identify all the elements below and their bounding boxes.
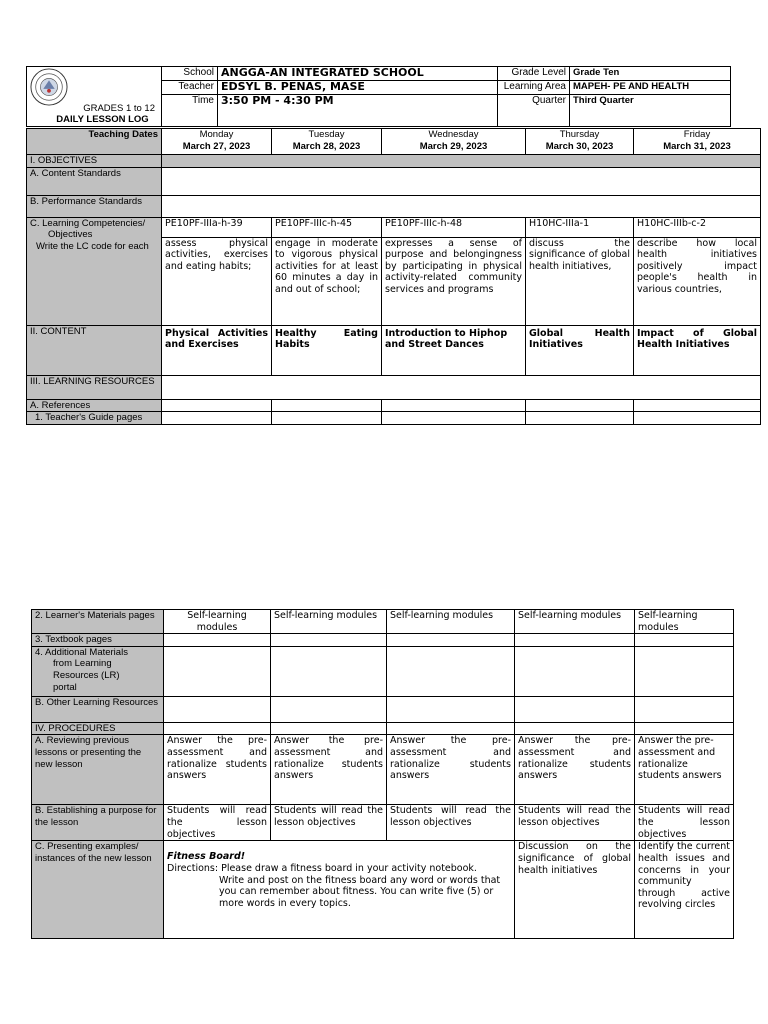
fitness-title: Fitness Board! <box>167 851 246 863</box>
quarter-label: Quarter <box>498 95 570 127</box>
content-standards-label: A. Content Standards <box>27 167 162 195</box>
objectives-label: I. OBJECTIVES <box>27 155 162 168</box>
content-tue: Healthy Eating Habits <box>272 325 382 375</box>
lm-pages-wed: Self-learning modules <box>387 610 515 634</box>
content-wed: Introduction to Hiphop and Street Dances <box>382 325 526 375</box>
learning-resources-label: III. LEARNING RESOURCES <box>27 375 162 399</box>
examples-label: C. Presenting examples/ instances of the new lesson <box>32 841 164 939</box>
lc-text-tue: engage in moderate to vigorous physical activities for at least 60 minutes a day in and out of school; <box>272 237 382 325</box>
lm-pages-label: 2. Learner's Materials pages <box>32 610 164 634</box>
learning-resources-value <box>162 375 761 399</box>
purpose-mon: Students will read the lesson objectives <box>164 805 271 841</box>
lm-pages-fri: Self-learning modules <box>635 610 734 634</box>
purpose-fri: Students will read the lesson objectives <box>635 805 734 841</box>
content-thu: Global Health Initiatives <box>526 325 634 375</box>
lm-pages-mon: Self-learning modules <box>164 610 271 634</box>
textbook-label: 3. Textbook pages <box>32 634 164 647</box>
other-resources-label: B. Other Learning Resources <box>32 696 164 722</box>
school-label: School <box>162 67 218 81</box>
lm-pages-thu: Self-learning modules <box>515 610 635 634</box>
content-fri: Impact of Global Health Initiatives <box>634 325 761 375</box>
lc-code-fri: H10HC-IIIb-c-2 <box>634 217 761 237</box>
lm-pages-tue: Self-learning modules <box>271 610 387 634</box>
content-standards-value <box>162 167 761 195</box>
grades-label: GRADES 1 to 12 <box>83 102 155 114</box>
lc-code-wed: PE10PF-IIIc-h-48 <box>382 217 526 237</box>
references-label: A. References <box>27 399 162 412</box>
reviewing-label: A. Reviewing previous lessons or presenting the new lesson <box>32 735 164 805</box>
objectives-band <box>162 155 761 168</box>
fitness-directions-2: Write and post on the fitness board any word or words that you can remember about fitness. You can write five (5) or more words in every topics. <box>219 874 501 909</box>
time-label: Time <box>162 95 218 127</box>
day-thursday: Thursday March 30, 2023 <box>526 129 634 155</box>
learning-area-value: MAPEH- PE AND HEALTH <box>570 81 731 95</box>
learning-area-label: Learning Area <box>498 81 570 95</box>
additional-materials-label: 4. Additional Materials from Learning Resources (LR) portal <box>32 646 164 696</box>
grade-level-label: Grade Level <box>498 67 570 81</box>
quarter-value: Third Quarter <box>570 95 731 127</box>
reviewing-tue: Answer the pre-assessment and rationalize students answers <box>271 735 387 805</box>
reviewing-thu: Answer the pre-assessment and rationalize students answers <box>515 735 635 805</box>
content-mon: Physical Activities and Exercises <box>162 325 272 375</box>
reviewing-mon: Answer the pre-assessment and rationalize students answers <box>164 735 271 805</box>
grade-level-value: Grade Ten <box>570 67 731 81</box>
teacher-value: EDSYL B. PENAS, MASE <box>218 81 498 95</box>
lc-code-thu: H10HC-IIIa-1 <box>526 217 634 237</box>
purpose-label: B. Establishing a purpose for the lesson <box>32 805 164 841</box>
day-monday: Monday March 27, 2023 <box>162 129 272 155</box>
procedures-label: IV. PROCEDURES <box>32 722 164 735</box>
reviewing-fri: Answer the pre-assessment and rationalize students answers <box>635 735 734 805</box>
log-label: DAILY LESSON LOG <box>56 114 149 126</box>
lesson-table-2 <box>31 609 734 939</box>
tg-pages-label: 1. Teacher's Guide pages <box>27 412 162 425</box>
performance-standards-label: B. Performance Standards <box>27 195 162 217</box>
purpose-thu: Students will read the lesson objectives <box>515 805 635 841</box>
fitness-board-cell <box>164 841 515 939</box>
lesson-table-1 <box>26 128 761 425</box>
day-tuesday: Tuesday March 28, 2023 <box>272 129 382 155</box>
fitness-directions-1: Directions: Please draw a fitness board in your activity notebook. <box>167 862 477 874</box>
day-wednesday: Wednesday March 29, 2023 <box>382 129 526 155</box>
competencies-label: C. Learning Competencies/ Objectives Write the LC code for each <box>27 217 162 325</box>
teaching-dates-label: Teaching Dates <box>27 129 162 155</box>
purpose-wed: Students will read the lesson objectives <box>387 805 515 841</box>
examples-fri: Identify the current health issues and concerns in your community through active revolving circles <box>635 841 734 939</box>
lc-text-wed: expresses a sense of purpose and belongingness by participating in physical activity-related community services and programs <box>382 237 526 325</box>
teacher-label: Teacher <box>162 81 218 95</box>
school-value: ANGGA-AN INTEGRATED SCHOOL <box>218 67 498 81</box>
lc-text-thu: discuss the significance of global health initiatives, <box>526 237 634 325</box>
day-friday: Friday March 31, 2023 <box>634 129 761 155</box>
content-label: II. CONTENT <box>27 325 162 375</box>
lc-text-mon: assess physical activities, exercises and eating habits; <box>162 237 272 325</box>
time-value: 3:50 PM - 4:30 PM <box>218 95 498 127</box>
examples-thu: Discussion on the significance of global health initiatives <box>515 841 635 939</box>
performance-standards-value <box>162 195 761 217</box>
lc-code-tue: PE10PF-IIIc-h-45 <box>272 217 382 237</box>
header-table <box>26 66 731 127</box>
purpose-tue: Students will read the lesson objectives <box>271 805 387 841</box>
lc-text-fri: describe how local health initiatives positively impact people's health in various countries, <box>634 237 761 325</box>
lc-code-mon: PE10PF-IIIa-h-39 <box>162 217 272 237</box>
reviewing-wed: Answer the pre-assessment and rationalize students answers <box>387 735 515 805</box>
